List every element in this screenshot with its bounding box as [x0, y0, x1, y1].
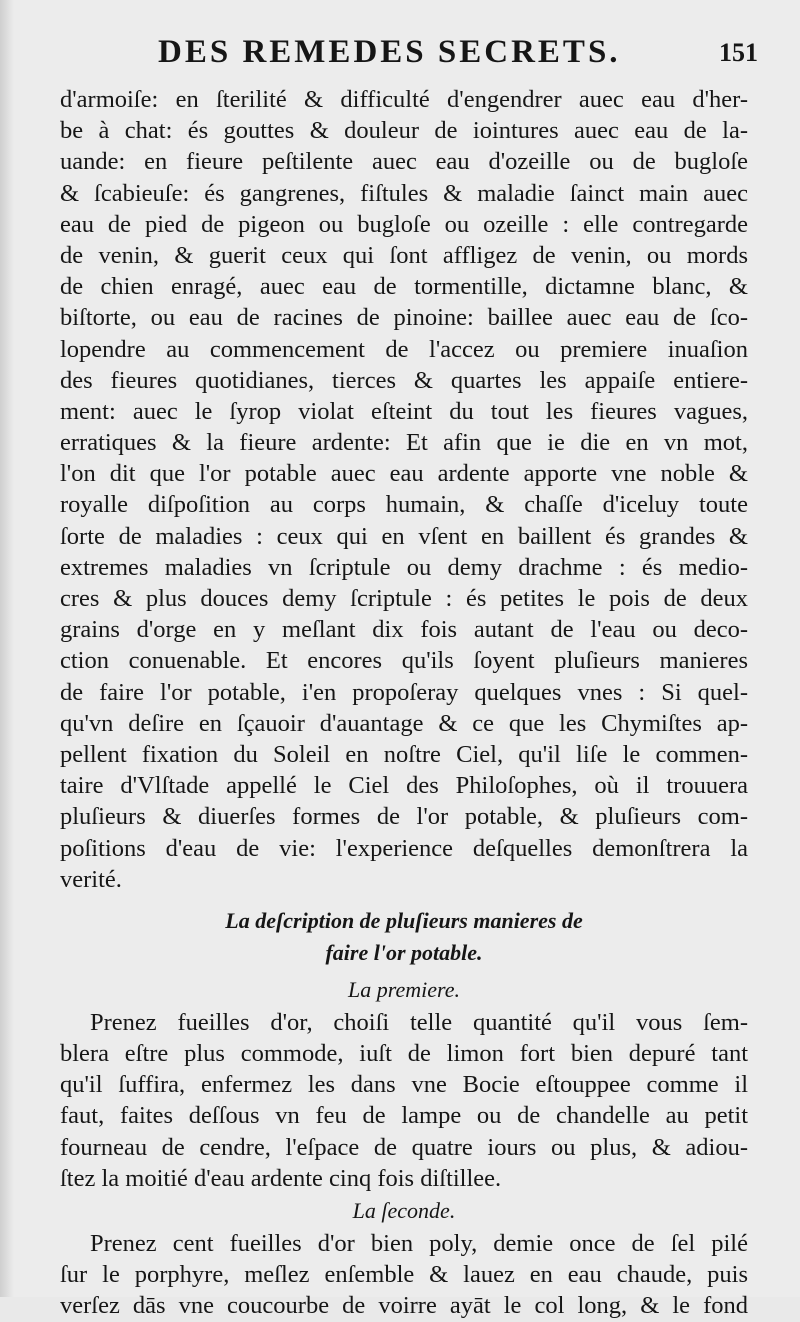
text-line: de faire l'or potable, i'en propoſeray quelques vnes : Si quel-: [60, 678, 748, 706]
text-line: cres & plus douces demy ſcriptule : és petites le pois de deux: [60, 585, 748, 612]
paragraph-or-potable-uses: [60, 84, 748, 895]
page-gutter-shadow: [0, 0, 14, 1297]
text-line: verité.: [60, 865, 122, 893]
section-heading-line-2: faire l'or potable.: [325, 939, 483, 965]
text-line: fourneau de cendre, l'eſpace de quatre iours ou plus, & adiou-: [60, 1133, 748, 1161]
page-number: 151: [719, 38, 758, 67]
text-line: faut, faites deſſous vn feu de lampe ou de chandelle au petit: [60, 1102, 748, 1130]
text-line: eau de pied de pigeon ou bugloſe ou ozeille : elle contregarde: [60, 210, 748, 238]
text-line: be à chat: és gouttes & douleur de iointures auec eau de la-: [60, 117, 748, 145]
paragraph-seconde-recipe: [60, 1228, 748, 1322]
text-line: d'armoiſe: en ſterilité & difficulté d'engendrer auec eau d'her-: [60, 86, 748, 113]
text-line: de venin, & guerit ceux qui ſont affligez de venin, ou mords: [60, 241, 748, 269]
text-line: lopendre au commencement de l'accez ou premiere inuaſion: [60, 335, 748, 363]
text-line: extremes maladies vn ſcriptule ou demy drachme : és medio-: [60, 553, 748, 581]
text-line: grains d'orge en y meſlant dix fois autant de l'eau ou deco-: [60, 616, 748, 644]
subheading-seconde: La ſeconde.: [352, 1198, 456, 1223]
running-title: DES REMEDES SECRETS.: [158, 34, 621, 70]
text-line: erratiques & la fieure ardente: Et afin que ie die en vn mot,: [60, 429, 748, 457]
text-line: royalle diſpoſition au corps humain, & chaſſe d'iceluy toute: [60, 491, 748, 519]
text-line: & ſcabieuſe: és gangrenes, fiſtules & maladie ſainct main auec: [60, 179, 748, 207]
text-line: qu'il ſuffira, enfermez les dans vne Bocie eſtouppee comme il: [60, 1071, 748, 1099]
text-line: de chien enragé, auec eau de tormentille, dictamne blanc, &: [60, 273, 748, 301]
running-head: [0, 34, 800, 74]
text-line: ment: auec le ſyrop violat eſteint du tout les fieures vagues,: [60, 397, 748, 425]
text-line: l'on dit que l'or potable auec eau ardente apporte vne noble &: [60, 460, 748, 488]
text-line: uande: en fieure peſtilente auec eau d'ozeille ou de bugloſe: [60, 148, 748, 176]
text-line: biſtorte, ou eau de racines de pinoine: baillee auec eau de ſco-: [60, 304, 748, 332]
text-line: pellent fixation du Soleil en noſtre Ciel, qu'il liſe le commen-: [60, 740, 748, 768]
text-line: ſorte de maladies : ceux qui en vſent en baillent és grandes &: [60, 522, 748, 550]
text-block: [60, 84, 748, 1322]
text-line: ction conuenable. Et encores qu'ils ſoyent pluſieurs manieres: [60, 647, 748, 675]
text-line: pluſieurs & diuerſes formes de l'or potable, & pluſieurs com-: [60, 803, 748, 831]
text-line: blera eſtre plus commode, iuſt de limon fort bien depuré tant: [60, 1040, 748, 1068]
text-line: ſur le porphyre, meſlez enſemble & lauez en eau chaude, puis: [60, 1261, 748, 1289]
section-heading-line-1: La deſcription de pluſieurs manieres de: [225, 907, 583, 933]
text-line: qu'vn deſire en ſçauoir d'auantage & ce que les Chymiſtes ap-: [60, 709, 748, 737]
text-line: taire d'Vlſtade appellé le Ciel des Philoſophes, où il trouuera: [60, 772, 748, 800]
text-line: verſez dās vne coucourbe de voirre ayāt le col long, & le fond: [60, 1292, 748, 1320]
text-line: ſtez la moitié d'eau ardente cinq fois diſtillee.: [60, 1164, 502, 1192]
subheading-premiere: La premiere.: [347, 976, 461, 1002]
paragraph-premiere-recipe: [60, 1007, 748, 1194]
text-line: Prenez fueilles d'or, choiſi telle quantité qu'il vous ſem-: [90, 1008, 748, 1036]
text-line: Prenez cent fueilles d'or bien poly, demie once de ſel pilé: [90, 1230, 748, 1257]
text-line: des fieures quotidianes, tierces & quartes les appaiſe entiere-: [60, 366, 748, 394]
text-line: poſitions d'eau de vie: l'experience deſquelles demonſtrera la: [60, 834, 748, 862]
